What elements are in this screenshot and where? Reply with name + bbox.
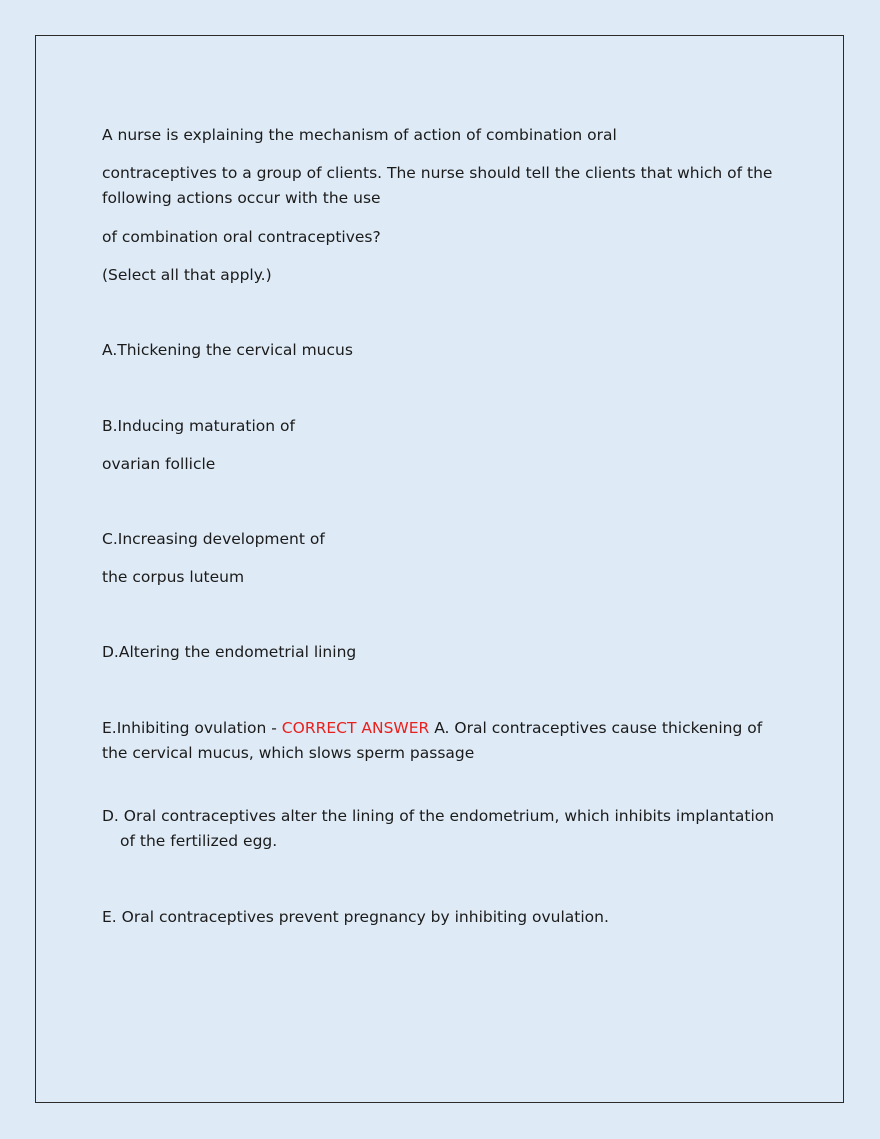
question-line-3: of combination oral contraceptives? (102, 228, 381, 246)
option-e-with-answer (102, 716, 792, 766)
rationale-a: A. Oral contraceptives cause thickening of the cervical mucus, which slows sperm passage (102, 719, 763, 762)
correct-answer-label: CORRECT ANSWER (281, 719, 430, 737)
rationale-e: E. Oral contraceptives prevent pregnancy by inhibiting ovulation. (102, 908, 609, 926)
option-a: A.Thickening the cervical mucus (102, 341, 353, 359)
question-instruction: (Select all that apply.) (102, 266, 272, 284)
question-line-2: contraceptives to a group of clients. The nurse should tell the clients that which of the following actions occur with the use (102, 164, 773, 207)
option-c-line-2: the corpus luteum (102, 568, 245, 586)
option-e-text: E.Inhibiting ovulation - (102, 719, 282, 737)
option-b-line-2: ovarian follicle (102, 455, 216, 473)
rationale-d: D. Oral contraceptives alter the lining of the endometrium, which inhibits implantation of the fertilized egg. (102, 807, 775, 850)
option-b-line-1: B.Inducing maturation of (102, 417, 295, 435)
option-c-line-1: C.Increasing development of (102, 530, 325, 548)
option-d: D.Altering the endometrial lining (102, 643, 357, 661)
question-line-1: A nurse is explaining the mechanism of action of combination oral (102, 126, 617, 144)
